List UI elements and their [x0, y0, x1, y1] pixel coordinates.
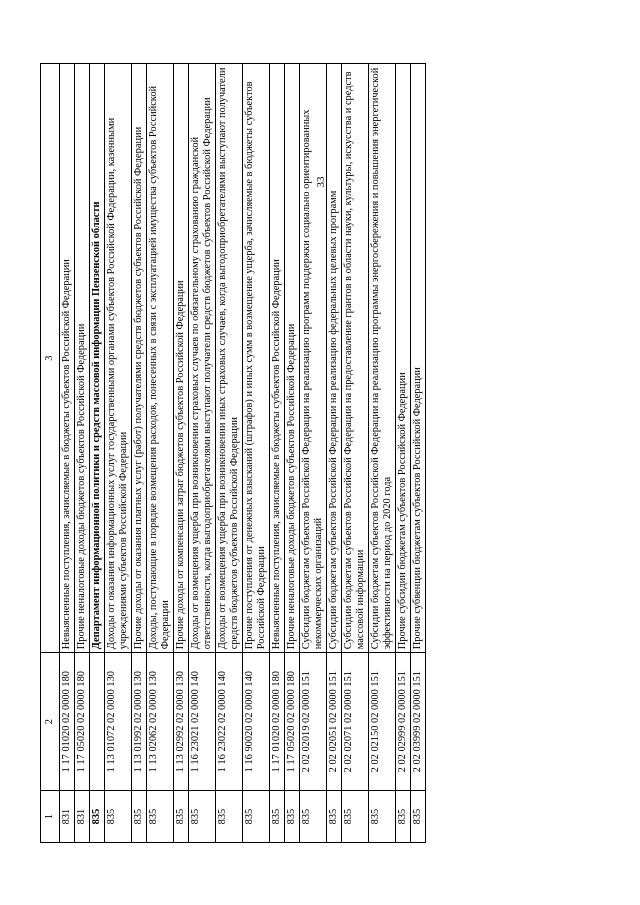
admin-code-cell: 835: [411, 791, 426, 843]
revenue-table: [40, 63, 426, 843]
description-cell: Доходы от возмещения ущерба при возникновении иных страховых случаев, когда выгодоприобретателями выступают получатели средств бюджетов субъектов Российской Федерации: [216, 64, 243, 653]
table-row: [132, 64, 147, 843]
table-row: [285, 64, 300, 843]
table-row: [90, 64, 105, 843]
admin-code-cell: 835: [174, 791, 189, 843]
table-row: [147, 64, 174, 843]
rotated-table-container: [40, 63, 600, 843]
admin-code-cell: 835: [243, 791, 270, 843]
budget-code-cell: 1 16 23022 02 0000 140: [216, 653, 243, 791]
budget-code-cell: 2 02 02150 02 0000 151: [369, 653, 396, 791]
admin-code-cell: 835: [396, 791, 411, 843]
column-header: 1: [41, 791, 60, 843]
admin-code-cell: 831: [60, 791, 75, 843]
table-row: [75, 64, 90, 843]
budget-code-cell: 1 16 90020 02 0000 140: [243, 653, 270, 791]
budget-code-cell: 2 02 03999 02 0000 151: [411, 653, 426, 791]
table-row: [189, 64, 216, 843]
budget-code-cell: 2 02 02071 02 0000 151: [342, 653, 369, 791]
table-row: [300, 64, 327, 843]
column-header: 3: [41, 64, 60, 653]
budget-code-cell: 1 17 05020 02 0000 180: [285, 653, 300, 791]
budget-code-cell: 1 17 05020 02 0000 180: [75, 653, 90, 791]
description-cell: Субсидии бюджетам субъектов Российской Федерации на реализацию программы энергосбережения и повышения энергетической эффективности на период до 2020 года: [369, 64, 396, 653]
description-cell: Невыясненные поступления, зачисляемые в бюджеты субъектов Российской Федерации: [60, 64, 75, 653]
budget-code-cell: 1 17 01020 02 0000 180: [60, 653, 75, 791]
description-cell: Прочие доходы от оказания платных услуг (работ) получателями средств бюджетов субъектов Российской Федерации: [132, 64, 147, 653]
budget-code-cell: 1 13 01072 02 0000 130: [105, 653, 132, 791]
budget-code-cell: [90, 653, 105, 791]
admin-code-cell: 835: [216, 791, 243, 843]
admin-code-cell: 835: [369, 791, 396, 843]
description-cell: Субсидии бюджетам субъектов Российской Федерации на реализацию программ поддержки социально ориентированных некоммерческих организаций: [300, 64, 327, 653]
budget-code-cell: 1 13 02992 02 0000 130: [174, 653, 189, 791]
table-row: [342, 64, 369, 843]
budget-code-cell: 1 16 23021 02 0000 140: [189, 653, 216, 791]
table-row: [369, 64, 396, 843]
table-row: [411, 64, 426, 843]
description-cell: Доходы от оказания информационных услуг государственными органами субъектов Российской Федерации, казенными учреждениями субъектов Российской Федерации: [105, 64, 132, 653]
table-row: [270, 64, 285, 843]
description-cell: Прочие доходы от компенсации затрат бюджетов субъектов Российской Федерации: [174, 64, 189, 653]
description-cell: Невыясненные поступления, зачисляемые в бюджеты субъектов Российской Федерации: [270, 64, 285, 653]
budget-code-cell: 2 02 02051 02 0000 151: [327, 653, 342, 791]
admin-code-cell: 835: [285, 791, 300, 843]
description-cell: Доходы, поступающие в порядке возмещения расходов, понесенных в связи с эксплуатацией имущества субъектов Российской Федерации: [147, 64, 174, 653]
description-cell: Субсидии бюджетам субъектов Российской Федерации на реализацию федеральных целевых программ: [327, 64, 342, 653]
description-cell: Прочие неналоговые доходы бюджетов субъектов Российской Федерации: [75, 64, 90, 653]
description-cell: Субсидии бюджетам субъектов Российской Федерации на предоставление грантов в области науки, культуры, искусства и средств массовой информации: [342, 64, 369, 653]
description-cell: Прочие неналоговые доходы бюджетов субъектов Российской Федерации: [285, 64, 300, 653]
budget-code-cell: 1 13 01992 02 0000 130: [132, 653, 147, 791]
admin-code-cell: 835: [90, 791, 105, 843]
table-row: [243, 64, 270, 843]
table-row: [396, 64, 411, 843]
admin-code-cell: 835: [270, 791, 285, 843]
description-cell: Департамент информационной политики и средств массовой информации Пензенской области: [90, 64, 105, 653]
header-row: [41, 64, 60, 843]
description-cell: Прочие поступления от денежных взысканий (штрафов) и иных сумм в возмещение ущерба, зачисляемые в бюджеты субъектов Российской Федерации: [243, 64, 270, 653]
table-row: [216, 64, 243, 843]
budget-code-cell: 2 02 02999 02 0000 151: [396, 653, 411, 791]
admin-code-cell: 835: [189, 791, 216, 843]
admin-code-cell: 831: [75, 791, 90, 843]
admin-code-cell: 835: [300, 791, 327, 843]
page-number: 33: [315, 176, 327, 188]
description-cell: Прочие субвенции бюджетам субъектов Российской Федерации: [411, 64, 426, 653]
description-cell: Прочие субсидии бюджетам субъектов Российской Федерации: [396, 64, 411, 653]
admin-code-cell: 835: [132, 791, 147, 843]
table-row: [105, 64, 132, 843]
table-row: [327, 64, 342, 843]
description-cell: Доходы от возмещения ущерба при возникновении страховых случаев по обязательному страхованию гражданской ответственности, когда выгодоприобретателями выступают получатели средств бюджетов субъектов Российской Федерации: [189, 64, 216, 653]
table-row: [174, 64, 189, 843]
admin-code-cell: 835: [105, 791, 132, 843]
admin-code-cell: 835: [147, 791, 174, 843]
admin-code-cell: 835: [342, 791, 369, 843]
column-header: 2: [41, 653, 60, 791]
budget-code-cell: 1 13 02062 02 0000 130: [147, 653, 174, 791]
budget-code-cell: 2 02 02019 02 0000 151: [300, 653, 327, 791]
budget-code-cell: 1 17 01020 02 0000 180: [270, 653, 285, 791]
table-row: [60, 64, 75, 843]
admin-code-cell: 835: [327, 791, 342, 843]
